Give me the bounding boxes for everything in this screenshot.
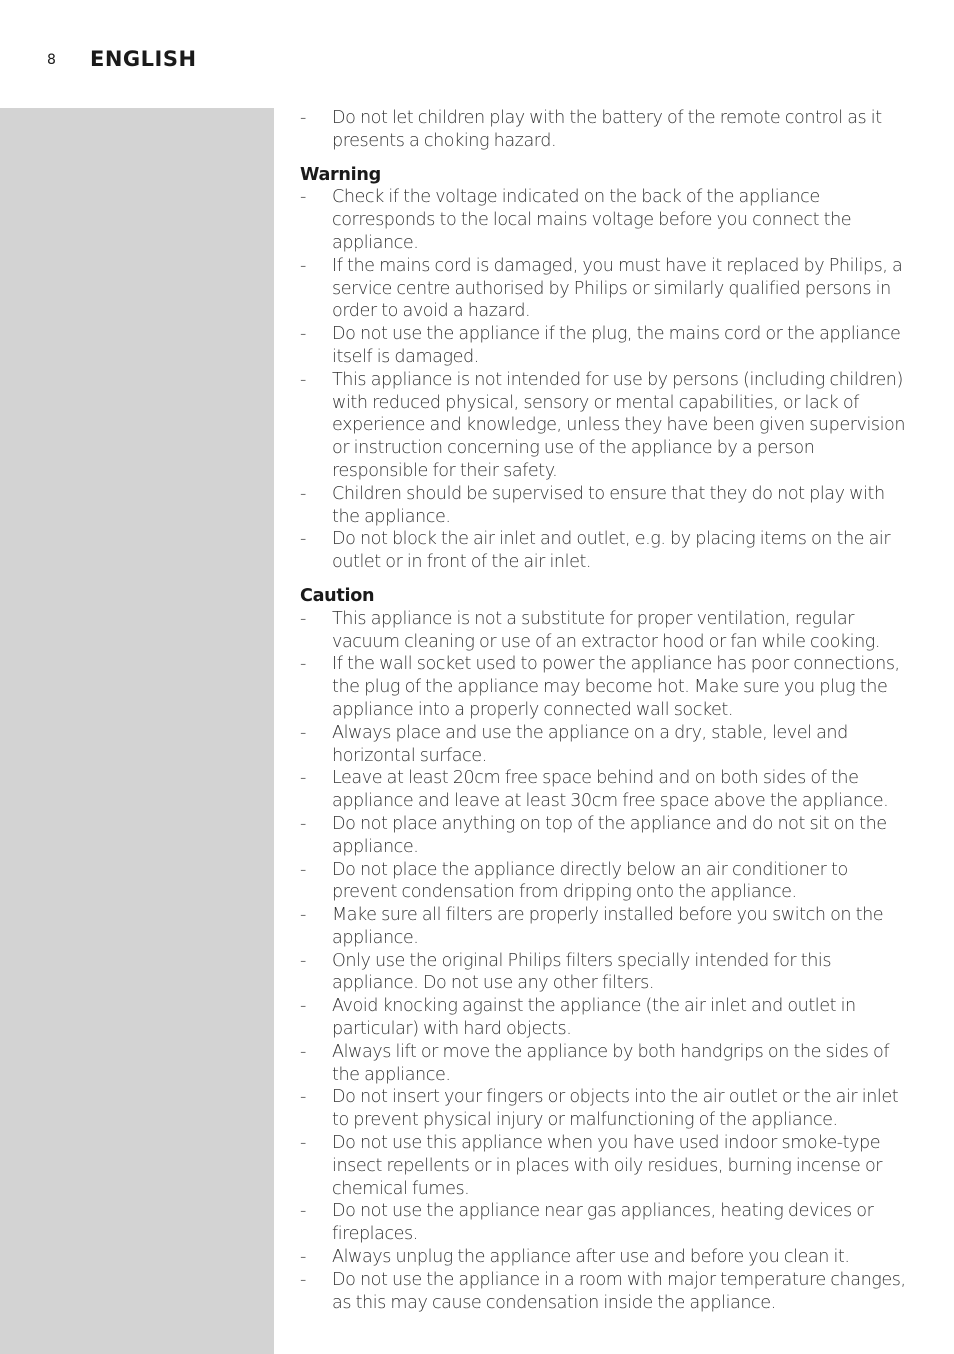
bullet-dash: - bbox=[300, 722, 306, 743]
list-item-text: If the wall socket used to power the appliance has poor connections, the plug of the appliance may become hot. Make sure you plug the appliance into a properly connected wall socket. bbox=[332, 654, 900, 720]
list-item-text: Always place and use the appliance on a dry, stable, level and horizontal surface. bbox=[332, 722, 848, 766]
bullet-dash: - bbox=[300, 1247, 306, 1268]
list-item bbox=[300, 859, 912, 905]
caution-list bbox=[300, 608, 912, 1315]
list-item bbox=[300, 904, 912, 950]
list-item-text: Do not block the air inlet and outlet, e.g. by placing items on the air outlet or in front of the air inlet. bbox=[332, 529, 891, 573]
list-item bbox=[300, 1246, 912, 1269]
list-item-text: Do not insert your fingers or objects into the air outlet or the air inlet to prevent physical injury or malfunctioning of the appliance. bbox=[332, 1087, 899, 1131]
page-number: 8 bbox=[47, 52, 56, 68]
list-item bbox=[300, 722, 912, 768]
list-item bbox=[300, 1200, 912, 1246]
list-item-text: Only use the original Philips filters specially intended for this appliance. Do not use any other filters. bbox=[332, 950, 832, 994]
bullet-dash: - bbox=[300, 996, 306, 1017]
list-item bbox=[300, 995, 912, 1041]
bullet-dash: - bbox=[300, 608, 306, 629]
list-item bbox=[300, 813, 912, 859]
list-item-text: Do not use this appliance when you have used indoor smoke-type insect repellents or in places with oily residues, burning incense or chemical fumes. bbox=[332, 1133, 883, 1199]
list-item-text: Do not let children play with the battery of the remote control as it presents a choking hazard. bbox=[332, 108, 882, 151]
list-item bbox=[300, 653, 912, 721]
list-item-text: Do not use the appliance in a room with major temperature changes, as this may cause condensation inside the appliance. bbox=[332, 1269, 906, 1313]
bullet-dash: - bbox=[300, 1087, 306, 1108]
list-item-text: Always unplug the appliance after use and before you clean it. bbox=[332, 1247, 850, 1268]
caution-heading: Caution bbox=[300, 585, 375, 606]
list-item bbox=[300, 528, 912, 574]
list-item-text: This appliance is not a substitute for proper ventilation, regular vacuum cleaning or use of an extractor hood or fan while cooking. bbox=[332, 608, 881, 652]
list-item bbox=[300, 483, 912, 529]
list-item-text: This appliance is not intended for use by persons (including children) with reduced physical, sensory or mental capabilities, or lack of experience and knowledge, unless they have been given supervision or instruction concerning use of the appliance by a person responsible for their safety. bbox=[332, 369, 906, 481]
list-item-text: Avoid knocking against the appliance (the air inlet and outlet in particular) with hard objects. bbox=[332, 996, 856, 1040]
bullet-dash: - bbox=[300, 1269, 306, 1290]
warning-list bbox=[300, 186, 912, 574]
list-item-text: If the mains cord is damaged, you must have it replaced by Philips, a service centre authorised by Philips or similarly qualified persons in order to avoid a hazard. bbox=[332, 255, 903, 322]
list-item bbox=[300, 1269, 912, 1315]
list-item bbox=[300, 1041, 912, 1087]
bullet-dash: - bbox=[300, 1041, 306, 1062]
bullet-dash: - bbox=[300, 950, 306, 971]
list-item bbox=[300, 369, 912, 483]
list-item-text: Do not use the appliance if the plug, the mains cord or the appliance itself is damaged. bbox=[332, 324, 901, 367]
bullet-dash: - bbox=[300, 483, 306, 504]
bullet-dash: - bbox=[300, 768, 306, 789]
list-item bbox=[300, 608, 912, 654]
list-item-text: Do not use the appliance near gas appliances, heating devices or fireplaces. bbox=[332, 1201, 874, 1245]
list-item bbox=[300, 107, 912, 153]
bullet-dash: - bbox=[300, 108, 306, 128]
list-item-text: Check if the voltage indicated on the back of the appliance corresponds to the local mains voltage before you connect the appliance. bbox=[332, 187, 852, 253]
bullet-dash: - bbox=[300, 654, 306, 675]
bullet-dash: - bbox=[300, 255, 306, 276]
bullet-dash: - bbox=[300, 187, 306, 208]
bullet-dash: - bbox=[300, 859, 306, 880]
list-item-text: Make sure all filters are properly installed before you switch on the appliance. bbox=[332, 905, 884, 948]
list-item-text: Children should be supervised to ensure that they do not play with the appliance. bbox=[332, 483, 885, 527]
section-title: ENGLISH bbox=[90, 47, 197, 71]
list-item bbox=[300, 767, 912, 813]
list-item bbox=[300, 1132, 912, 1200]
bullet-dash: - bbox=[300, 529, 306, 550]
list-item-text: Do not place the appliance directly below an air conditioner to prevent condensation from dripping onto the appliance. bbox=[332, 859, 848, 903]
list-item bbox=[300, 950, 912, 996]
safety-content bbox=[300, 107, 912, 1314]
list-item-text: Do not place anything on top of the appliance and do not sit on the appliance. bbox=[332, 813, 887, 857]
list-item bbox=[300, 255, 912, 323]
intro-list bbox=[300, 107, 912, 153]
bullet-dash: - bbox=[300, 369, 306, 390]
list-item-text: Leave at least 20cm free space behind and on both sides of the appliance and leave at least 30cm free space above the appliance. bbox=[332, 768, 889, 812]
bullet-dash: - bbox=[300, 1133, 306, 1154]
bullet-dash: - bbox=[300, 1201, 306, 1222]
list-item-text: Always lift or move the appliance by both handgrips on the sides of the appliance. bbox=[332, 1041, 890, 1085]
bullet-dash: - bbox=[300, 813, 306, 834]
bullet-dash: - bbox=[300, 324, 306, 345]
list-item bbox=[300, 323, 912, 369]
list-item bbox=[300, 1086, 912, 1132]
warning-heading: Warning bbox=[300, 164, 381, 185]
list-item bbox=[300, 186, 912, 254]
bullet-dash: - bbox=[300, 905, 306, 926]
left-margin-panel bbox=[0, 108, 274, 1354]
